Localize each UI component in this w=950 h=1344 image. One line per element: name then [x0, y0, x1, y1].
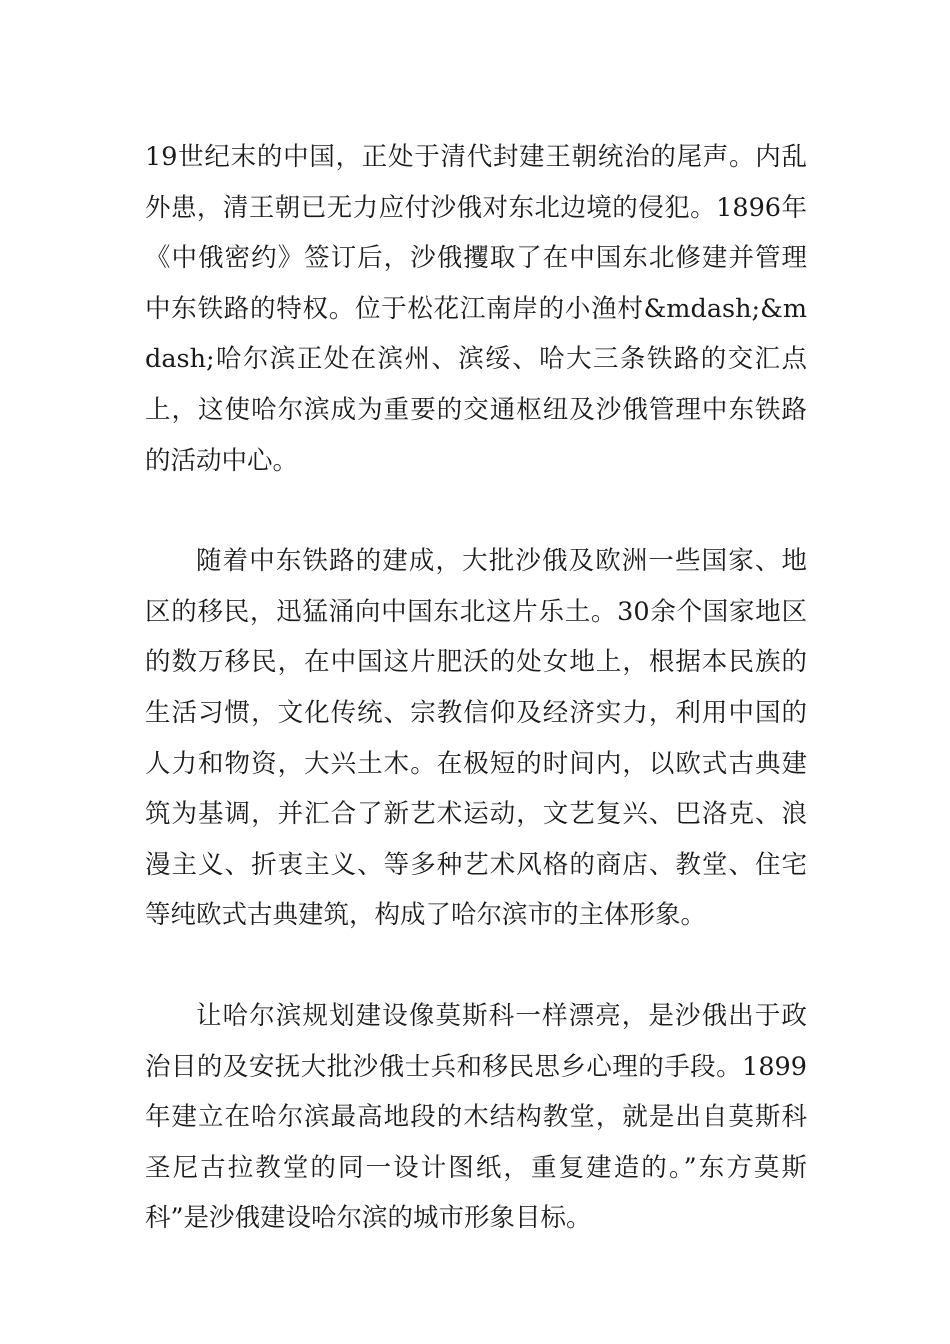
paragraph-2: 随着中东铁路的建成，大批沙俄及欧洲一些国家、地区的移民，迅猛涌向中国东北这片乐土。30余个国家地区的数万移民，在中国这片肥沃的处女地上，根据本民族的生活习惯，文化传统、宗教信仰及经济实力，利用中国的人力和物资，大兴土木。在极短的时间内，以欧式古典建筑为基调，并汇合了新艺术运动，文艺复兴、巴洛克、浪漫主义、折衷主义、等多种艺术风格的商店、教堂、住宅等纯欧式古典建筑，构成了哈尔滨市的主体形象。: [145, 546, 807, 931]
document-body: [145, 132, 807, 1244]
paragraph-1: 19世纪末的中国，正处于清代封建王朝统治的尾声。内乱外患，清王朝已无力应付沙俄对东北边境的侵犯。1896年《中俄密约》签订后，沙俄攫取了在中国东北修建并管理中东铁路的特权。位于松花江南岸的小渔村&mdash;&mdash;哈尔滨正处在滨州、滨绥、哈大三条铁路的交汇点上，这使哈尔滨成为重要的交通枢纽及沙俄管理中东铁路的活动中心。: [145, 142, 807, 476]
paragraph-3: 让哈尔滨规划建设像莫斯科一样漂亮，是沙俄出于政治目的及安抚大批沙俄士兵和移民思乡心理的手段。1899年建立在哈尔滨最高地段的木结构教堂，就是出自莫斯科圣尼古拉教堂的同一设计图纸，重复建造的。”东方莫斯科”是沙俄建设哈尔滨的城市形象目标。: [145, 1000, 807, 1234]
